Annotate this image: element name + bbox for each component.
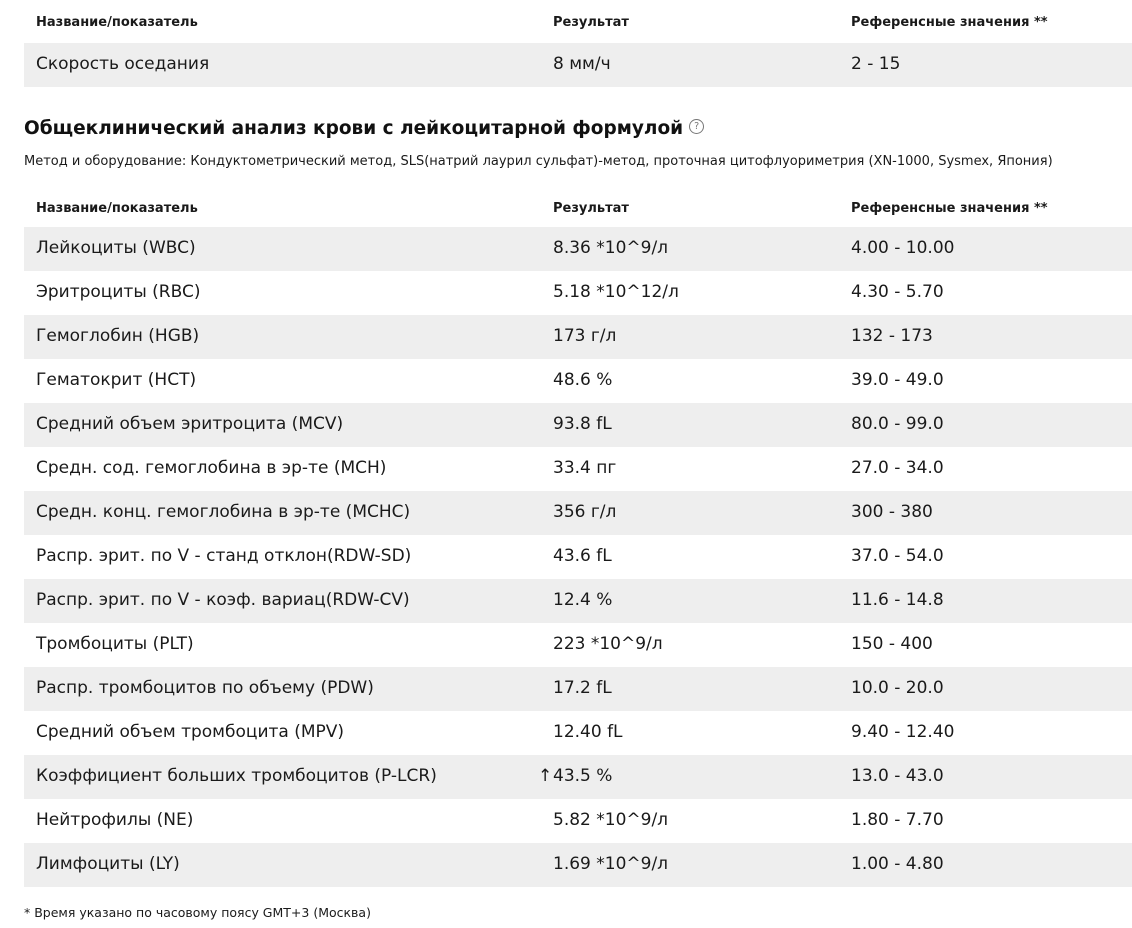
row-result: 17.2 fL [553, 678, 612, 698]
table-row [24, 623, 1132, 667]
row-result: 5.82 *10^9/л [553, 810, 669, 830]
row-result: 173 г/л [553, 326, 617, 346]
header-reference: Референсные значения ** [851, 15, 1048, 30]
row-result: 1.69 *10^9/л [553, 854, 669, 874]
footnote: * Время указано по часовому поясу GMT+3 (Москва) [24, 905, 371, 920]
table-row [24, 843, 1132, 887]
row-result: 8.36 *10^9/л [553, 238, 669, 258]
row-result: 93.8 fL [553, 414, 612, 434]
table-header [24, 2, 1132, 43]
row-reference: 4.30 - 5.70 [851, 282, 944, 302]
row-name: Распр. эрит. по V - коэф. вариац(RDW-CV) [36, 590, 410, 610]
table-row [24, 43, 1132, 87]
row-name: Распр. эрит. по V - станд отклон(RDW-SD) [36, 546, 412, 566]
row-name: Гематокрит (HCT) [36, 370, 197, 390]
section-title-text: Общеклинический анализ крови с лейкоцитарной формулой [24, 118, 684, 139]
header-result: Результат [553, 15, 629, 30]
row-name: Тромбоциты (PLT) [36, 634, 194, 654]
row-name: Эритроциты (RBC) [36, 282, 201, 302]
method-description: Метод и оборудование: Кондуктометрический метод, SLS(натрий лаурил сульфат)-метод, проточная цитофлуориметрия (XN-1000, Sysmex, Япония) [24, 154, 1053, 169]
row-result: 33.4 пг [553, 458, 617, 478]
row-name: Средн. сод. гемоглобина в эр-те (MCH) [36, 458, 387, 478]
table-row [24, 359, 1132, 403]
table-row [24, 535, 1132, 579]
row-result: 356 г/л [553, 502, 617, 522]
header-reference: Референсные значения ** [851, 201, 1048, 216]
table-row [24, 491, 1132, 535]
header-name: Название/показатель [36, 201, 198, 216]
header-name: Название/показатель [36, 15, 198, 30]
row-result: 5.18 *10^12/л [553, 282, 679, 302]
row-reference: 9.40 - 12.40 [851, 722, 955, 742]
section-title [24, 118, 704, 139]
row-result: 43.6 fL [553, 546, 612, 566]
table-row [24, 799, 1132, 843]
esr-table [24, 2, 1132, 87]
table-row [24, 579, 1132, 623]
table-row [24, 227, 1132, 271]
row-name: Средн. конц. гемоглобина в эр-те (MCHC) [36, 502, 411, 522]
row-result: 223 *10^9/л [553, 634, 663, 654]
table-row [24, 667, 1132, 711]
row-reference: 80.0 - 99.0 [851, 414, 944, 434]
row-name: Средний объем тромбоцита (MPV) [36, 722, 345, 742]
row-reference: 10.0 - 20.0 [851, 678, 944, 698]
row-reference: 300 - 380 [851, 502, 933, 522]
row-reference: 150 - 400 [851, 634, 933, 654]
row-name: Лейкоциты (WBC) [36, 238, 196, 258]
table-row [24, 271, 1132, 315]
row-reference: 11.6 - 14.8 [851, 590, 944, 610]
row-reference: 2 - 15 [851, 54, 901, 74]
help-icon[interactable]: ? [689, 119, 704, 134]
row-result: 12.4 % [553, 590, 613, 610]
row-name: Лимфоциты (LY) [36, 854, 180, 874]
row-reference: 27.0 - 34.0 [851, 458, 944, 478]
row-name: Нейтрофилы (NE) [36, 810, 194, 830]
table-row [24, 403, 1132, 447]
row-reference: 13.0 - 43.0 [851, 766, 944, 786]
row-result: 8 мм/ч [553, 54, 611, 74]
row-name: Распр. тромбоцитов по объему (PDW) [36, 678, 374, 698]
row-reference: 1.80 - 7.70 [851, 810, 944, 830]
row-reference: 4.00 - 10.00 [851, 238, 955, 258]
header-result: Результат [553, 201, 629, 216]
table-row [24, 711, 1132, 755]
row-reference: 37.0 - 54.0 [851, 546, 944, 566]
row-result: 12.40 fL [553, 722, 623, 742]
blood-test-table [24, 188, 1132, 887]
row-reference: 1.00 - 4.80 [851, 854, 944, 874]
high-flag-icon: ↑ [538, 766, 553, 786]
row-name: Скорость оседания [36, 54, 210, 74]
table-row [24, 755, 1132, 799]
row-result: 48.6 % [553, 370, 613, 390]
row-reference: 39.0 - 49.0 [851, 370, 944, 390]
row-reference: 132 - 173 [851, 326, 933, 346]
row-name: Коэффициент больших тромбоцитов (P-LCR) [36, 766, 437, 786]
table-row [24, 315, 1132, 359]
table-row [24, 447, 1132, 491]
row-result: 43.5 % [553, 766, 613, 786]
row-name: Средний объем эритроцита (MCV) [36, 414, 344, 434]
table-header [24, 188, 1132, 227]
table-body [24, 227, 1132, 887]
row-name: Гемоглобин (HGB) [36, 326, 200, 346]
